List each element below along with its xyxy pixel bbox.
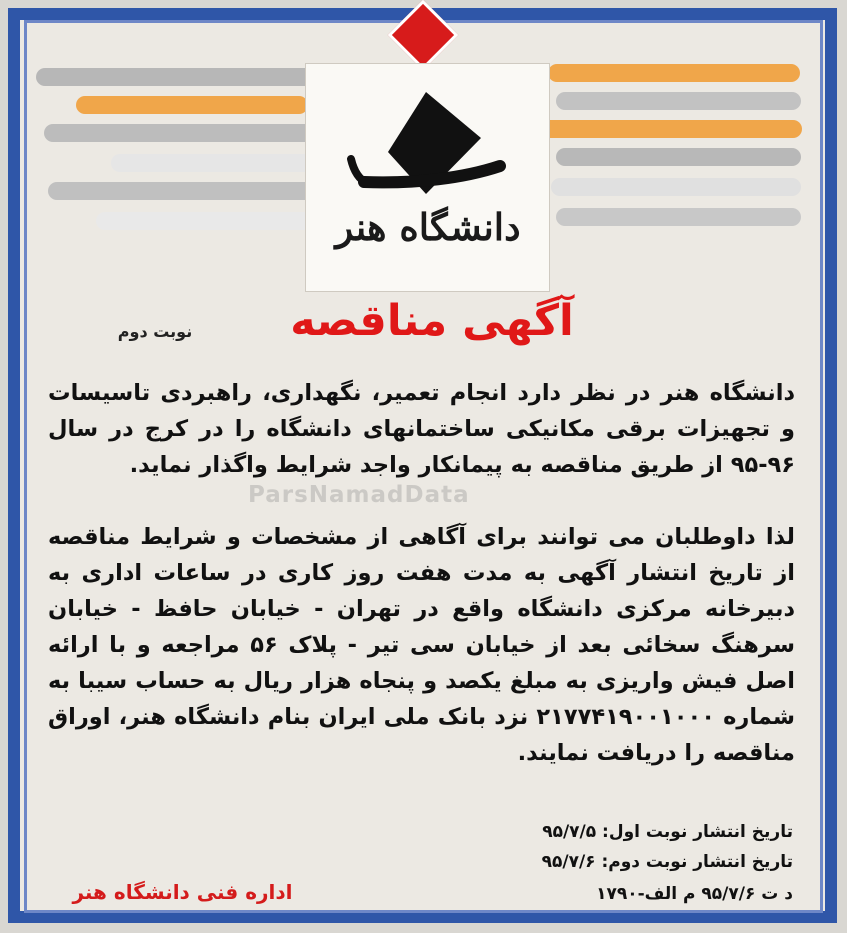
round-label: نوبت دوم [117,322,193,341]
reference-code: د ت ۹۵/۷/۶ م الف-۱۷۹۰ [596,884,793,904]
notice-paragraph-1: دانشگاه هنر در نظر دارد انجام تعمیر، نگهداری، راهبردی تاسیسات و تجهیزات برقی مکانیکی ساختمانهای دانشگاه را در کرج در سال ۹۶-۹۵ از طریق مناقصه به پیمانکار واجد شرایط واگذار نماید. [48,380,795,478]
university-name: دانشگاه هنر [335,205,521,249]
notice-heading: آگهی مناقصه [290,296,574,346]
issuer-department: اداره فنی دانشگاه هنر [72,880,293,904]
university-logo-icon [306,64,549,291]
watermark-text: ParsNamadData [248,482,470,508]
logo-panel [305,63,550,292]
notice-paragraph-2: لذا داوطلبان می توانند برای آگاهی از مشخصات و شرایط مناقصه از تاریخ انتشار آگهی به مدت هفت روز کاری در ساعات اداری به دبیرخانه مرکزی دانشگاه واقع در تهران - خیابان حافظ - خیابان سرهنگ سخائی بعد از خیابان سی تیر - پلاک ۵۶ مراجعه و با ارائه اصل فیش واریزی به مبلغ یکصد و پنجاه هزار ریال به حساب سیبا به شماره ۲۱۷۷۴۱۹۰۰۱۰۰۰ نزد بانک ملی ایران بنام دانشگاه هنر، اوراق مناقصه را دریافت نمایند. [48,524,796,766]
publish-date-first: تاریخ انتشار نوبت اول: ۹۵/۷/۵ [542,822,793,842]
publish-date-second: تاریخ انتشار نوبت دوم: ۹۵/۷/۶ [541,852,793,872]
